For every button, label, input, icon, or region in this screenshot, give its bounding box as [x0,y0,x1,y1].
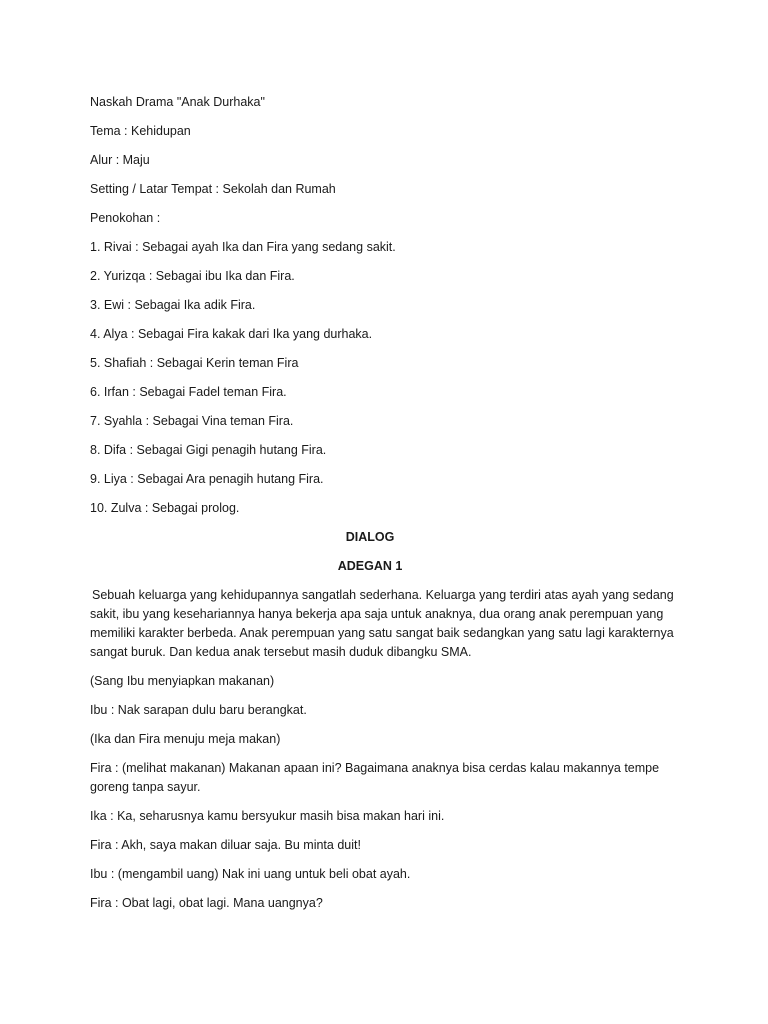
plot-line: Alur : Maju [90,153,150,167]
dialog-line-part: Fira : (melihat makanan) Makanan apaan ini? Bagaimana anaknya bisa cerdas kalau makannya tempe [90,761,660,775]
cast-item: 2. Yurizqa : Sebagai ibu Ika dan Fira. [90,269,295,283]
cast-item: 10. Zulva : Sebagai prolog. [90,501,240,515]
dialog-line: Ika : Ka, seharusnya kamu bersyukur masih bisa makan hari ini. [90,809,445,823]
dialog-line: Fira : Akh, saya makan diluar saja. Bu minta duit! [90,838,361,852]
dialog-line: Ibu : (mengambil uang) Nak ini uang untuk beli obat ayah. [90,867,411,881]
intro-paragraph [90,586,674,662]
theme-line: Tema : Kehidupan [90,124,191,138]
cast-item: 4. Alya : Sebagai Fira kakak dari Ika yang durhaka. [90,327,373,341]
stage-direction: (Sang Ibu menyiapkan makanan) [90,674,275,688]
document-page [90,93,674,923]
stage-direction: (Ika dan Fira menuju meja makan) [90,732,281,746]
dialog-line: Ibu : Nak sarapan dulu baru berangkat. [90,703,307,717]
cast-item: 7. Syahla : Sebagai Vina teman Fira. [90,414,294,428]
cast-item: 6. Irfan : Sebagai Fadel teman Fira. [90,385,287,399]
scene-heading: ADEGAN 1 [337,559,403,573]
intro-line: memiliki karakter berbeda. Anak perempuan yang satu sangat baik sedangkan yang satu lagi karakternya [90,626,674,640]
cast-item: 8. Difa : Sebagai Gigi penagih hutang Fira. [90,443,327,457]
dialog-line-part: goreng tanpa sayur. [90,780,201,794]
intro-line: sangat buruk. Dan kedua anak tersebut masih duduk dibangku SMA. [90,645,472,659]
intro-line: sakit, ibu yang kesehariannya hanya bekerja apa saja untuk anaknya, dua orang anak perempuan yang [90,607,664,621]
cast-item: 5. Shafiah : Sebagai Kerin teman Fira [90,356,299,370]
cast-item: 3. Ewi : Sebagai Ika adik Fira. [90,298,256,312]
cast-item: 9. Liya : Sebagai Ara penagih hutang Fira. [90,472,324,486]
setting-line: Setting / Latar Tempat : Sekolah dan Rumah [90,182,336,196]
dialog-line: Fira : Obat lagi, obat lagi. Mana uangnya? [90,896,323,910]
cast-heading: Penokohan : [90,211,161,225]
cast-item: 1. Rivai : Sebagai ayah Ika dan Fira yang sedang sakit. [90,240,396,254]
dialog-line [90,759,660,797]
document-title: Naskah Drama "Anak Durhaka" [90,95,265,109]
intro-line: Sebuah keluarga yang kehidupannya sangatlah sederhana. Keluarga yang terdiri atas ayah yang sedang [92,588,674,602]
dialog-heading: DIALOG [345,530,395,544]
